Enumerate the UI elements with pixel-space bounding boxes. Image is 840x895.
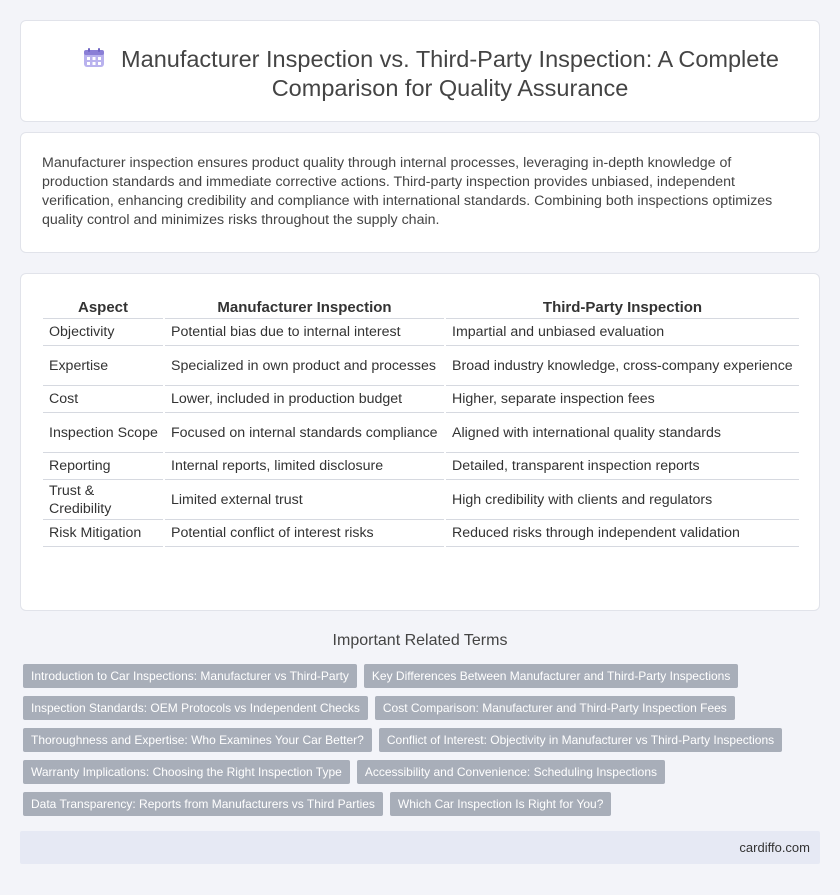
table-row [43,413,799,453]
aspect-cell: Cost [43,386,164,413]
related-term-link[interactable]: Warranty Implications: Choosing the Right Inspection Type [23,760,350,784]
related-term-link[interactable]: Data Transparency: Reports from Manufacturers vs Third Parties [23,792,383,816]
table-row [43,386,799,413]
manufacturer-cell: Focused on internal standards compliance [164,413,445,453]
table-row [43,480,799,520]
aspect-cell: Objectivity [43,319,164,346]
related-term-link[interactable]: Key Differences Between Manufacturer and Third-Party Inspections [364,664,738,688]
aspect-cell: Risk Mitigation [43,520,164,547]
third-party-cell: High credibility with clients and regulators [445,480,799,520]
related-term-link[interactable]: Inspection Standards: OEM Protocols vs Independent Checks [23,696,368,720]
manufacturer-cell: Lower, included in production budget [164,386,445,413]
related-term-link[interactable]: Introduction to Car Inspections: Manufacturer vs Third-Party [23,664,357,688]
manufacturer-cell: Specialized in own product and processes [164,346,445,386]
table-row [43,520,799,547]
aspect-cell: Reporting [43,453,164,480]
header-manufacturer: Manufacturer Inspection [164,295,445,319]
page-title: Manufacturer Inspection vs. Third-Party Inspection: A Complete Comparison for Quality Assurance [121,46,779,101]
header-aspect: Aspect [43,295,164,319]
related-term-link[interactable]: Which Car Inspection Is Right for You? [390,792,611,816]
aspect-cell: Expertise [43,346,164,386]
intro-card [20,132,820,253]
table-row [43,319,799,346]
related-term-link[interactable]: Conflict of Interest: Objectivity in Manufacturer vs Third-Party Inspections [379,728,782,752]
table-header-row [43,295,799,319]
third-party-cell: Impartial and unbiased evaluation [445,319,799,346]
aspect-cell: Inspection Scope [43,413,164,453]
related-terms-list [23,664,783,824]
third-party-cell: Aligned with international quality standards [445,413,799,453]
third-party-cell: Broad industry knowledge, cross-company experience [445,346,799,386]
title-card [20,20,820,122]
related-term-link[interactable]: Accessibility and Convenience: Scheduling Inspections [357,760,665,784]
comparison-table [43,295,799,547]
manufacturer-cell: Potential conflict of interest risks [164,520,445,547]
manufacturer-cell: Limited external trust [164,480,445,520]
site-name[interactable]: cardiffo.com [739,840,810,855]
intro-paragraph: Manufacturer inspection ensures product quality through internal processes, leveraging in-depth knowledge of production standards and immediate corrective actions. Third-party inspection provides unbiased, independent verification, enhancing credibility and compliance with international standards. Combining both inspections optimizes quality control and minimizes risks throughout the supply chain. [42,155,773,228]
comparison-card [20,273,820,611]
related-terms-heading: Important Related Terms [332,632,508,649]
footer [20,831,820,864]
related-term-link[interactable]: Thoroughness and Expertise: Who Examines Your Car Better? [23,728,372,752]
manufacturer-cell: Potential bias due to internal interest [164,319,445,346]
table-row [43,346,799,386]
manufacturer-cell: Internal reports, limited disclosure [164,453,445,480]
header-third-party: Third-Party Inspection [445,295,799,319]
table-row [43,453,799,480]
aspect-cell: Trust & Credibility [43,480,164,520]
third-party-cell: Reduced risks through independent validation [445,520,799,547]
third-party-cell: Detailed, transparent inspection reports [445,453,799,480]
third-party-cell: Higher, separate inspection fees [445,386,799,413]
related-term-link[interactable]: Cost Comparison: Manufacturer and Third-Party Inspection Fees [375,696,735,720]
